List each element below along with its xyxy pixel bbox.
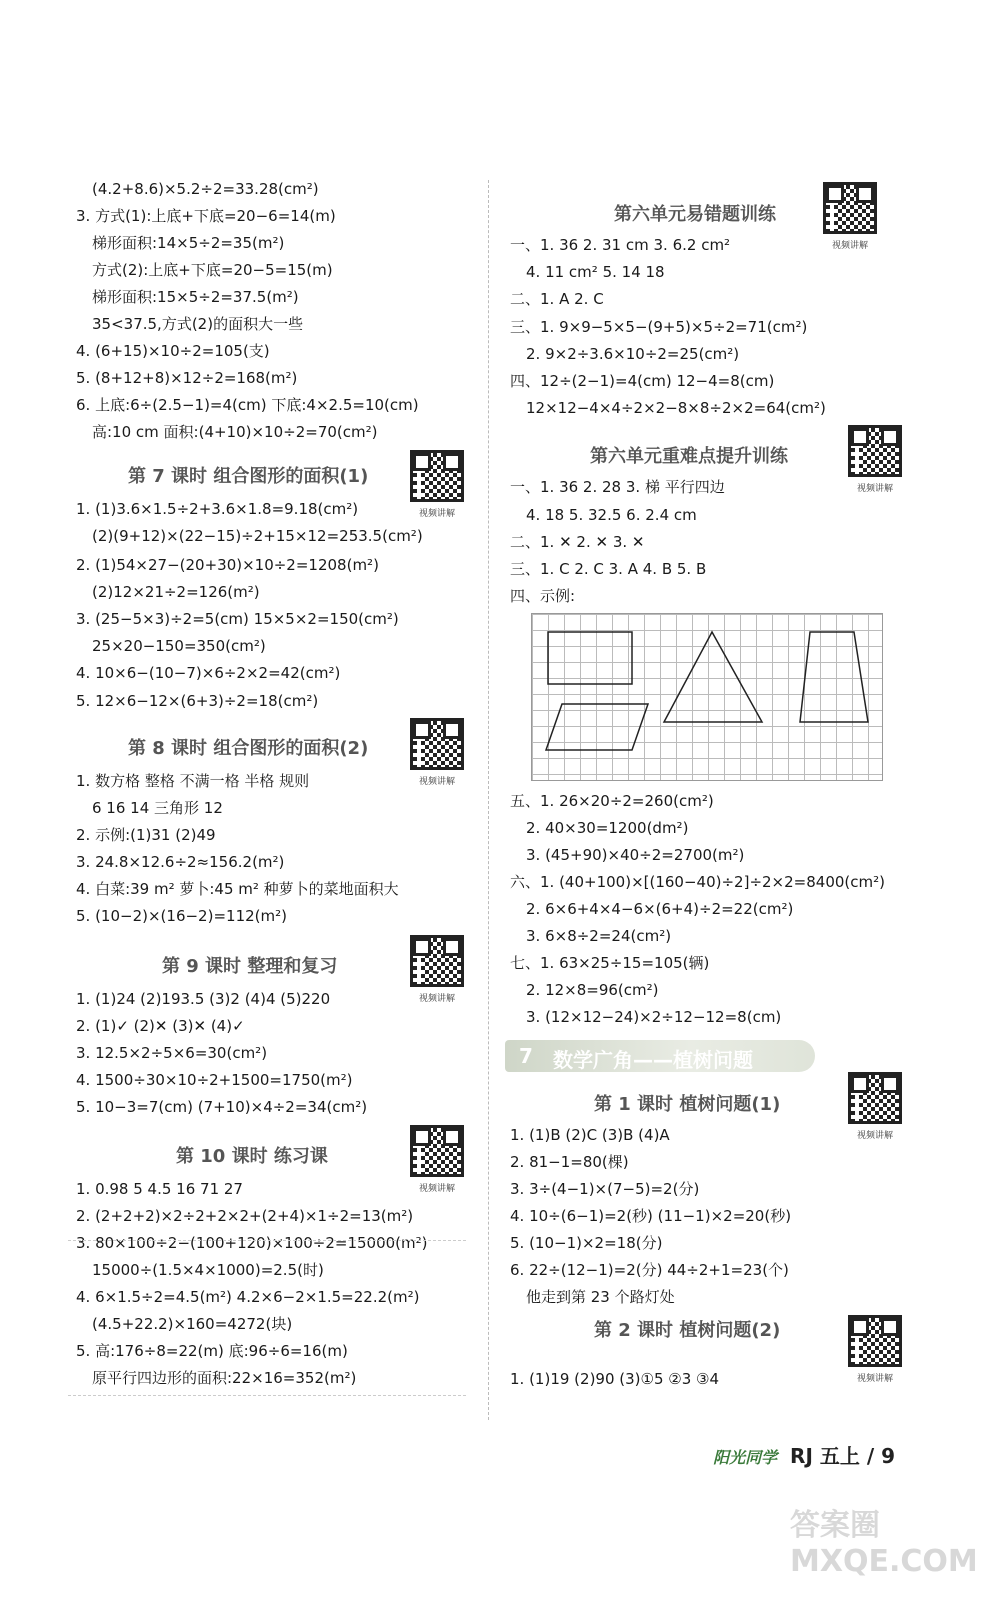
answer-line: (4.5+22.2)×160=4272(块)	[92, 1315, 293, 1333]
qr-code-icon[interactable]	[410, 450, 464, 502]
answer-line: 4. 6×1.5÷2=4.5(m²) 4.2×6−2×1.5=22.2(m²)	[76, 1288, 420, 1306]
answer-line: 2. 6×6+4×4−6×(6+4)÷2=22(cm²)	[526, 900, 794, 918]
answer-line: 2. (1)54×27−(20+30)×10÷2=1208(m²)	[76, 556, 379, 574]
answer-line: 15000÷(1.5×4×1000)=2.5(时)	[92, 1261, 324, 1279]
section-heading: 第 1 课时 植树问题(1)	[594, 1094, 781, 1115]
page-number: RJ 五上 / 9	[790, 1444, 895, 1468]
answer-line: 2. 81−1=80(棵)	[510, 1153, 629, 1171]
answer-line: 5. (10−1)×2=18(分)	[510, 1234, 663, 1252]
answer-line: 梯形面积:15×5÷2=37.5(m²)	[92, 288, 299, 306]
answer-line: 七、1. 63×25÷15=105(辆)	[510, 954, 710, 972]
qr-code-icon[interactable]	[410, 935, 464, 987]
answer-line: 六、1. (40+100)×[(160−40)÷2]÷2×2=8400(cm²)	[510, 873, 885, 891]
separator	[68, 1240, 466, 1241]
section-heading: 第六单元易错题训练	[614, 204, 776, 225]
banner-title: 数学广角——植树问题	[553, 1048, 753, 1072]
section-heading: 第 9 课时 整理和复习	[162, 956, 338, 977]
qr-code-icon[interactable]	[410, 1125, 464, 1177]
answer-line: 原平行四边形的面积:22×16=352(m²)	[92, 1369, 357, 1387]
qr-code-icon[interactable]	[410, 718, 464, 770]
qr-caption: 视频讲解	[418, 509, 455, 519]
answer-line: 一、1. 36 2. 31 cm 3. 6.2 cm²	[510, 236, 731, 254]
answer-line: 3. (12×12−24)×2÷12−12=8(cm)	[526, 1008, 782, 1026]
answer-line: 4. 11 cm² 5. 14 18	[526, 263, 665, 281]
qr-code-icon[interactable]	[823, 182, 877, 234]
qr-caption: 视频讲解	[856, 484, 893, 494]
answer-line: 高:10 cm 面积:(4+10)×10÷2=70(cm²)	[92, 423, 378, 441]
answer-line: 四、示例:	[510, 587, 576, 605]
answer-line: 3. 方式(1):上底+下底=20−6=14(m)	[76, 207, 336, 225]
answer-line: 方式(2):上底+下底=20−5=15(m)	[92, 261, 333, 279]
answer-line: (2)12×21÷2=126(m²)	[92, 583, 260, 601]
answer-line: 35<37.5,方式(2)的面积大一些	[92, 315, 304, 333]
qr-code-icon[interactable]	[848, 1315, 902, 1367]
answer-line: (2)(9+12)×(22−15)÷2+15×12=253.5(cm²)	[92, 527, 423, 545]
answer-line: 4. 10×6−(10−7)×6÷2×2=42(cm²)	[76, 664, 341, 682]
qr-caption: 视频讲解	[418, 777, 455, 787]
answer-line: 3. 24.8×12.6÷2≈156.2(m²)	[76, 853, 285, 871]
answer-line: 2. 示例:(1)31 (2)49	[76, 826, 216, 844]
banner-number: 7	[519, 1044, 533, 1068]
page-footer	[713, 1440, 895, 1469]
watermark: 答案圈 MXQE.COM	[790, 1508, 978, 1579]
answer-line: 2. 40×30=1200(dm²)	[526, 819, 689, 837]
answer-line: 12×12−4×4÷2×2−8×8÷2×2=64(cm²)	[526, 399, 826, 417]
answer-line: 1. (1)19 (2)90 (3)①5 ②3 ③4	[510, 1370, 720, 1388]
answer-line: 4. (6+15)×10÷2=105(支)	[76, 342, 270, 360]
answer-line: 一、1. 36 2. 28 3. 梯 平行四边	[510, 478, 725, 496]
answer-line: 梯形面积:14×5÷2=35(m²)	[92, 234, 285, 252]
qr-caption: 视频讲解	[856, 1374, 893, 1384]
section-heading: 第 8 课时 组合图形的面积(2)	[128, 738, 369, 759]
section-heading: 第 10 课时 练习课	[176, 1146, 328, 1167]
qr-code-icon[interactable]	[848, 1072, 902, 1124]
answer-line: 3. (25−5×3)÷2=5(cm) 15×5×2=150(cm²)	[76, 610, 399, 628]
answer-line: 五、1. 26×20÷2=260(cm²)	[510, 792, 714, 810]
separator	[68, 1395, 466, 1396]
answer-line: 4. 18 5. 32.5 6. 2.4 cm	[526, 506, 697, 524]
shapes-drawing	[532, 614, 884, 782]
qr-code-icon[interactable]	[848, 425, 902, 477]
column-divider	[488, 180, 489, 1420]
grid-figure	[531, 613, 883, 781]
answer-line: 1. 0.98 5 4.5 16 71 27	[76, 1180, 243, 1198]
answer-line: 3. 3÷(4−1)×(7−5)=2(分)	[510, 1180, 700, 1198]
answer-line: 5. 高:176÷8=22(m) 底:96÷6=16(m)	[76, 1342, 348, 1360]
answer-line: 6. 上底:6÷(2.5−1)=4(cm) 下底:4×2.5=10(cm)	[76, 396, 419, 414]
answer-line: 25×20−150=350(cm²)	[92, 637, 266, 655]
answer-line: 2. 9×2÷3.6×10÷2=25(cm²)	[526, 345, 740, 363]
answer-line: 他走到第 23 个路灯处	[526, 1288, 675, 1306]
answer-line: 二、1. A 2. C	[510, 290, 604, 308]
answer-line: 5. 10−3=7(cm) (7+10)×4÷2=34(cm²)	[76, 1098, 368, 1116]
answer-line: 5. (10−2)×(16−2)=112(m²)	[76, 907, 287, 925]
answer-line: 3. 6×8÷2=24(cm²)	[526, 927, 672, 945]
answer-line: 3. (45+90)×40÷2=2700(m²)	[526, 846, 745, 864]
answer-line: 3. 80×100÷2−(100+120)×100÷2=15000(m²)	[76, 1234, 428, 1252]
answer-line: 2. (1)✓ (2)✕ (3)✕ (4)✓	[76, 1017, 245, 1035]
qr-caption: 视频讲解	[418, 1184, 455, 1194]
brand-logo: 阳光同学	[713, 1448, 778, 1467]
section-heading: 第六单元重难点提升训练	[590, 446, 788, 467]
answer-line: 1. 数方格 整格 不满一格 半格 规则	[76, 772, 310, 790]
qr-caption: 视频讲解	[831, 241, 868, 251]
answer-line: 5. 12×6−12×(6+3)÷2=18(cm²)	[76, 692, 319, 710]
answer-line: 三、1. 9×9−5×5−(9+5)×5÷2=71(cm²)	[510, 318, 808, 336]
answer-line: 6. 22÷(12−1)=2(分) 44÷2+1=23(个)	[510, 1261, 789, 1279]
answer-line: 1. (1)3.6×1.5÷2+3.6×1.8=9.18(cm²)	[76, 500, 359, 518]
answer-line: 6 16 14 三角形 12	[92, 799, 223, 817]
answer-line: 二、1. ✕ 2. ✕ 3. ✕	[510, 533, 645, 551]
answer-line: 4. 1500÷30×10÷2+1500=1750(m²)	[76, 1071, 353, 1089]
section-heading: 第 7 课时 组合图形的面积(1)	[128, 466, 369, 487]
qr-caption: 视频讲解	[418, 994, 455, 1004]
answer-line: 四、12÷(2−1)=4(cm) 12−4=8(cm)	[510, 372, 775, 390]
answer-line: 1. (1)24 (2)193.5 (3)2 (4)4 (5)220	[76, 990, 331, 1008]
answer-line: 2. (2+2+2)×2÷2+2×2+(2+4)×1÷2=13(m²)	[76, 1207, 414, 1225]
answer-line: 2. 12×8=96(cm²)	[526, 981, 659, 999]
answer-line: (4.2+8.6)×5.2÷2=33.28(cm²)	[92, 180, 319, 198]
answer-line: 4. 白菜:39 m² 萝卜:45 m² 种萝卜的菜地面积大	[76, 880, 399, 898]
answer-line: 三、1. C 2. C 3. A 4. B 5. B	[510, 560, 707, 578]
unit-banner	[505, 1040, 815, 1072]
qr-caption: 视频讲解	[856, 1131, 893, 1141]
answer-line: 1. (1)B (2)C (3)B (4)A	[510, 1126, 670, 1144]
answer-line: 5. (8+12+8)×12÷2=168(m²)	[76, 369, 298, 387]
answer-line: 3. 12.5×2÷5×6=30(cm²)	[76, 1044, 268, 1062]
section-heading: 第 2 课时 植树问题(2)	[594, 1320, 781, 1341]
answer-line: 4. 10÷(6−1)=2(秒) (11−1)×2=20(秒)	[510, 1207, 792, 1225]
